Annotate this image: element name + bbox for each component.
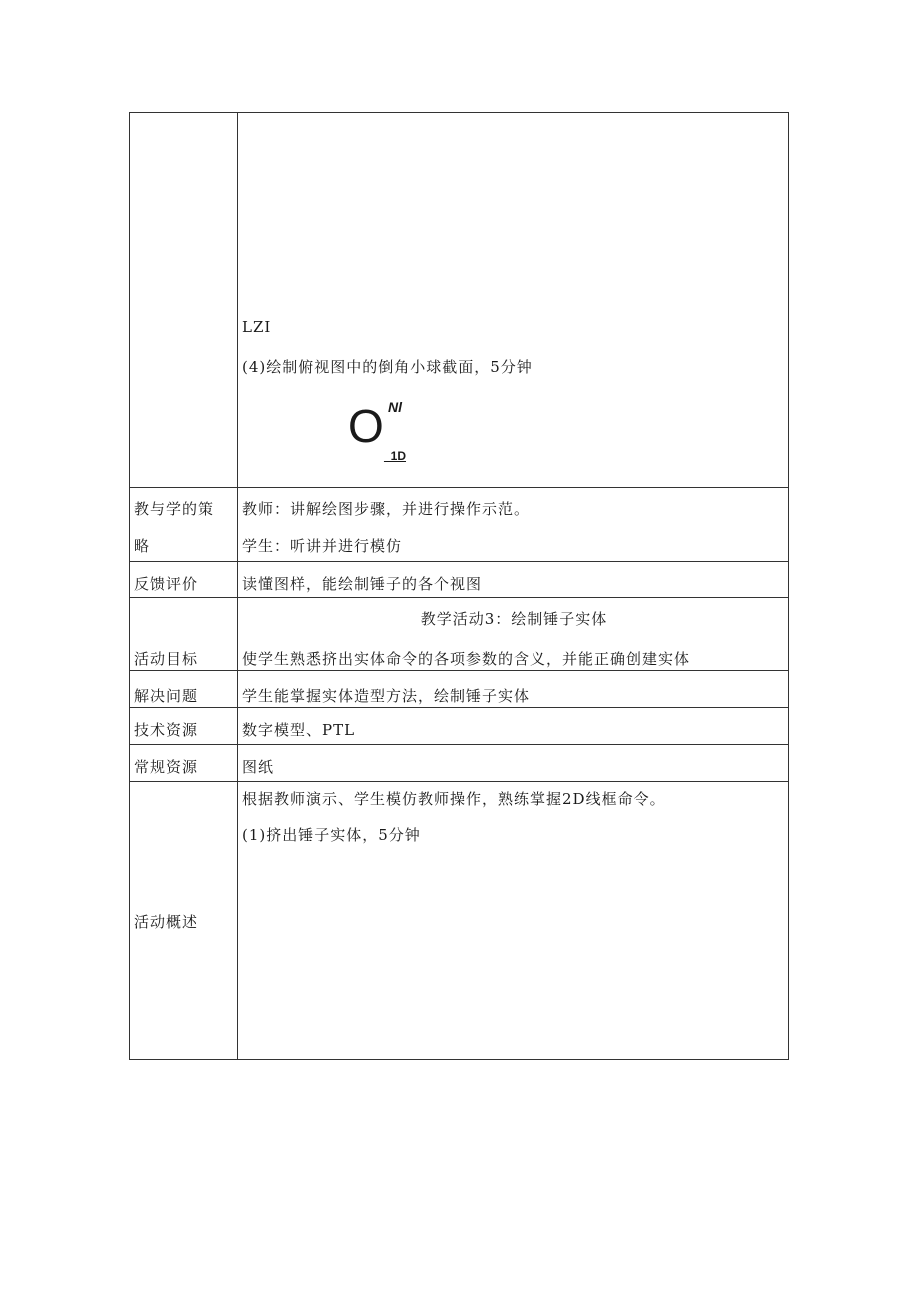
goal-label: 活动目标 bbox=[134, 650, 199, 668]
row-divider bbox=[130, 487, 788, 488]
feedback-value: 读懂图样，能绘制锤子的各个视图 bbox=[242, 575, 483, 593]
circle-symbol: O bbox=[348, 400, 384, 452]
strategy-teacher: 教师：讲解绘图步骤，并进行操作示范。 bbox=[242, 500, 531, 518]
overview-label: 活动概述 bbox=[134, 913, 199, 931]
figure-label-1d: _1D bbox=[384, 449, 407, 463]
column-divider bbox=[237, 113, 238, 1059]
overview-line2: (1)挤出锤子实体，5分钟 bbox=[242, 826, 421, 844]
step4-text: (4)绘制俯视图中的倒角小球截面，5分钟 bbox=[242, 358, 533, 376]
row-divider bbox=[130, 744, 788, 745]
feedback-label: 反馈评价 bbox=[134, 575, 199, 593]
row-divider bbox=[130, 561, 788, 562]
row-divider bbox=[130, 597, 788, 598]
tech-value: 数字模型、PTL bbox=[242, 721, 356, 739]
section-figure bbox=[348, 395, 428, 475]
row-divider bbox=[130, 781, 788, 782]
lesson-plan-table bbox=[129, 112, 789, 1060]
regular-value: 图纸 bbox=[242, 758, 275, 776]
tech-label: 技术资源 bbox=[134, 721, 199, 739]
row-divider bbox=[130, 707, 788, 708]
activity3-title: 教学活动3：绘制锤子实体 bbox=[420, 610, 608, 628]
strategy-student: 学生：听讲并进行模仿 bbox=[242, 537, 403, 555]
overview-line1: 根据教师演示、学生模仿教师操作，熟练掌握2D线框命令。 bbox=[242, 790, 666, 808]
goal-value: 使学生熟悉挤出实体命令的各项参数的含义，并能正确创建实体 bbox=[242, 650, 691, 668]
problem-label: 解决问题 bbox=[134, 687, 199, 705]
problem-value: 学生能掌握实体造型方法，绘制锤子实体 bbox=[242, 687, 531, 705]
strategy-label-line2: 略 bbox=[134, 537, 151, 555]
regular-label: 常规资源 bbox=[134, 758, 199, 776]
row-divider bbox=[130, 670, 788, 671]
figure-label-ni: Nl bbox=[388, 399, 402, 415]
lzi-label: LZI bbox=[242, 318, 272, 336]
strategy-label-line1: 教与学的策 bbox=[134, 500, 215, 518]
